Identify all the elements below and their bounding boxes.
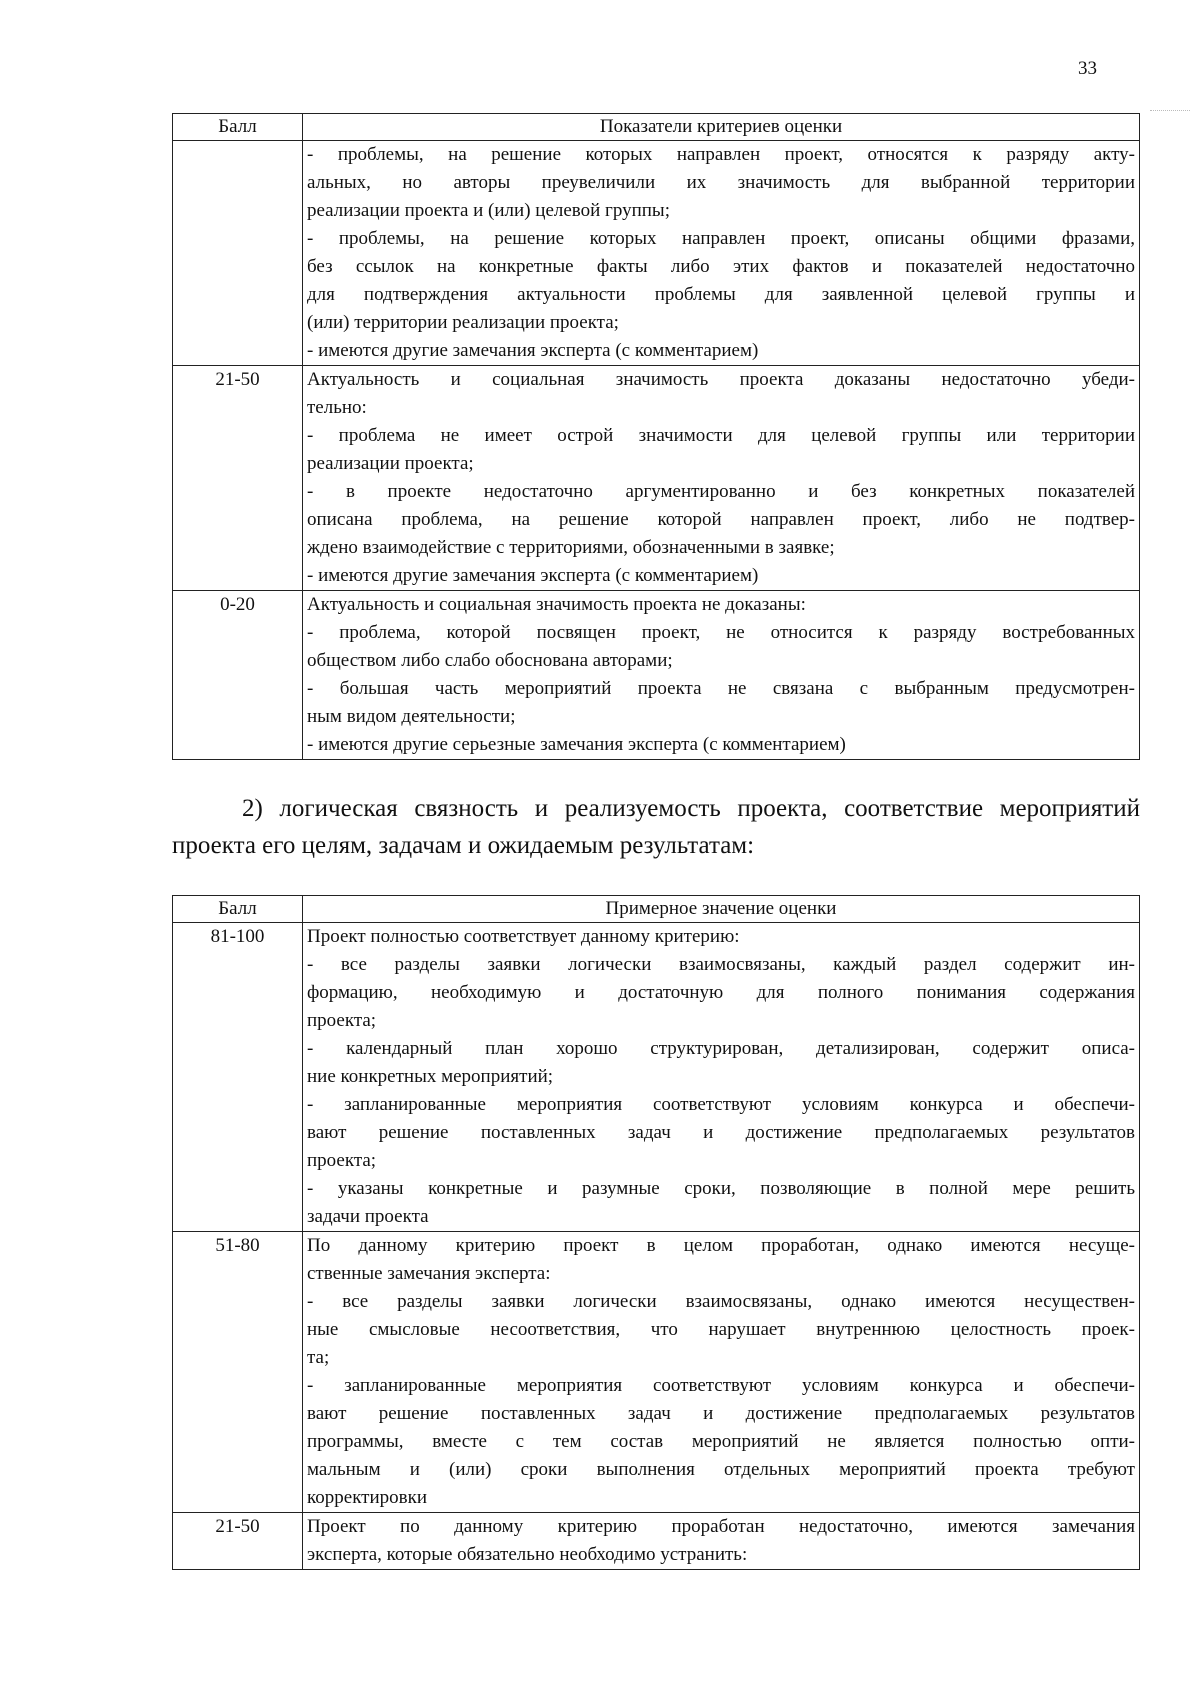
criteria-line: описана проблема, на решение которой направлен проект, либо не подтвер- [307, 509, 1135, 530]
criteria-line: альных, но авторы преувеличили их значимость для выбранной территории [307, 172, 1135, 193]
criteria-line: - проблемы, на решение которых направлен проект, относятся к разряду акту- [307, 144, 1135, 165]
criteria-line: проекта; [307, 1150, 377, 1171]
table-row [173, 1513, 1140, 1570]
score-column-header: Балл [173, 896, 303, 923]
criteria-line: проекта; [307, 1010, 377, 1031]
criteria-line: реализации проекта; [307, 453, 474, 474]
score-cell: 21-50 [173, 1513, 303, 1570]
criteria-cell [303, 1513, 1140, 1570]
criteria-line: По данному критерию проект в целом проработан, однако имеются несуще- [307, 1235, 1135, 1256]
criteria-line: Актуальность и социальная значимость проекта доказаны недостаточно убеди- [307, 369, 1135, 390]
criteria-line: Проект по данному критерию проработан недостаточно, имеются замечания [307, 1516, 1135, 1537]
criteria-line: задачи проекта [307, 1206, 429, 1227]
criteria-line: - все разделы заявки логически взаимосвязаны, однако имеются несуществен- [307, 1291, 1135, 1312]
criteria-line: - проблема не имеет острой значимости для целевой группы или территории [307, 425, 1135, 446]
section-paragraph: 2) логическая связность и реализуемость проекта, соответствие мероприятий проекта его целям, задачам и ожидаемым результатам: [172, 795, 1140, 859]
criteria-table-1 [172, 113, 1140, 760]
criteria-line: ждено взаимодействие с территориями, обозначенными в заявке; [307, 537, 835, 558]
criteria-line: ние конкретных мероприятий; [307, 1066, 554, 1087]
criteria-line: формацию, необходимую и достаточную для полного понимания содержания [307, 982, 1135, 1003]
criteria-line: корректировки [307, 1487, 428, 1508]
criteria-line: вают решение поставленных задач и достижение предполагаемых результатов [307, 1122, 1135, 1143]
table-body [173, 141, 1140, 760]
criteria-line: - указаны конкретные и разумные сроки, позволяющие в полной мере решить [307, 1178, 1135, 1199]
criteria-line: - большая часть мероприятий проекта не связана с выбранным предусмотрен- [307, 678, 1135, 699]
criteria-table-2 [172, 895, 1140, 1570]
criteria-line: без ссылок на конкретные факты либо этих фактов и показателей недостаточно [307, 256, 1135, 277]
criteria-line: - запланированные мероприятия соответствуют условиям конкурса и обеспечи- [307, 1375, 1135, 1396]
criteria-line: - все разделы заявки логически взаимосвязаны, каждый раздел содержит ин- [307, 954, 1135, 975]
criteria-line: та; [307, 1347, 330, 1368]
criteria-line: для подтверждения актуальности проблемы для заявленной целевой группы и [307, 284, 1135, 305]
table-row [173, 923, 1140, 1232]
scan-artifact [1150, 110, 1190, 113]
page-number: 33 [1078, 58, 1097, 79]
criteria-line: - проблемы, на решение которых направлен проект, описаны общими фразами, [307, 228, 1135, 249]
criteria-line: программы, вместе с тем состав мероприятий не является полностью опти- [307, 1431, 1135, 1452]
criteria-line: обществом либо слабо обоснована авторами; [307, 650, 673, 671]
criteria-column-header: Примерное значение оценки [303, 896, 1140, 923]
criteria-line: ные смысловые несоответствия, что нарушает внутреннюю целостность проек- [307, 1319, 1135, 1340]
table-row [173, 366, 1140, 591]
criteria-line: мальным и (или) сроки выполнения отдельных мероприятий проекта требуют [307, 1459, 1135, 1480]
criteria-line: - в проекте недостаточно аргументированно и без конкретных показателей [307, 481, 1135, 502]
table-row [173, 591, 1140, 760]
criteria-line: ственные замечания эксперта: [307, 1263, 551, 1284]
score-cell: 81-100 [173, 923, 303, 1232]
table-row [173, 141, 1140, 366]
criteria-line: реализации проекта и (или) целевой группы; [307, 200, 670, 221]
criteria-line: тельно: [307, 397, 367, 418]
criteria-cell [303, 923, 1140, 1232]
criteria-line: Проект полностью соответствует данному критерию: [307, 926, 740, 947]
table-header-row [173, 896, 1140, 923]
table-header-row [173, 114, 1140, 141]
criteria-line: - имеются другие серьезные замечания эксперта (с комментарием) [307, 734, 846, 755]
criteria-line: (или) территории реализации проекта; [307, 312, 619, 333]
criteria-line: - проблема, которой посвящен проект, не относится к разряду востребованных [307, 622, 1135, 643]
table-body [173, 923, 1140, 1570]
criteria-line: Актуальность и социальная значимость проекта не доказаны: [307, 594, 806, 615]
table-row [173, 1232, 1140, 1513]
criteria-column-header: Показатели критериев оценки [303, 114, 1140, 141]
criteria-line: ным видом деятельности; [307, 706, 516, 727]
score-cell [173, 141, 303, 366]
criteria-line: вают решение поставленных задач и достижение предполагаемых результатов [307, 1403, 1135, 1424]
criteria-line: - календарный план хорошо структурирован, детализирован, содержит описа- [307, 1038, 1135, 1059]
criteria-line: - имеются другие замечания эксперта (с комментарием) [307, 565, 759, 586]
criteria-line: эксперта, которые обязательно необходимо устранить: [307, 1544, 748, 1565]
score-column-header: Балл [173, 114, 303, 141]
criteria-cell [303, 591, 1140, 760]
criteria-cell [303, 141, 1140, 366]
score-cell: 0-20 [173, 591, 303, 760]
criteria-cell [303, 366, 1140, 591]
score-cell: 51-80 [173, 1232, 303, 1513]
score-cell: 21-50 [173, 366, 303, 591]
criteria-line: - запланированные мероприятия соответствуют условиям конкурса и обеспечи- [307, 1094, 1135, 1115]
criteria-line: - имеются другие замечания эксперта (с комментарием) [307, 340, 759, 361]
criteria-cell [303, 1232, 1140, 1513]
